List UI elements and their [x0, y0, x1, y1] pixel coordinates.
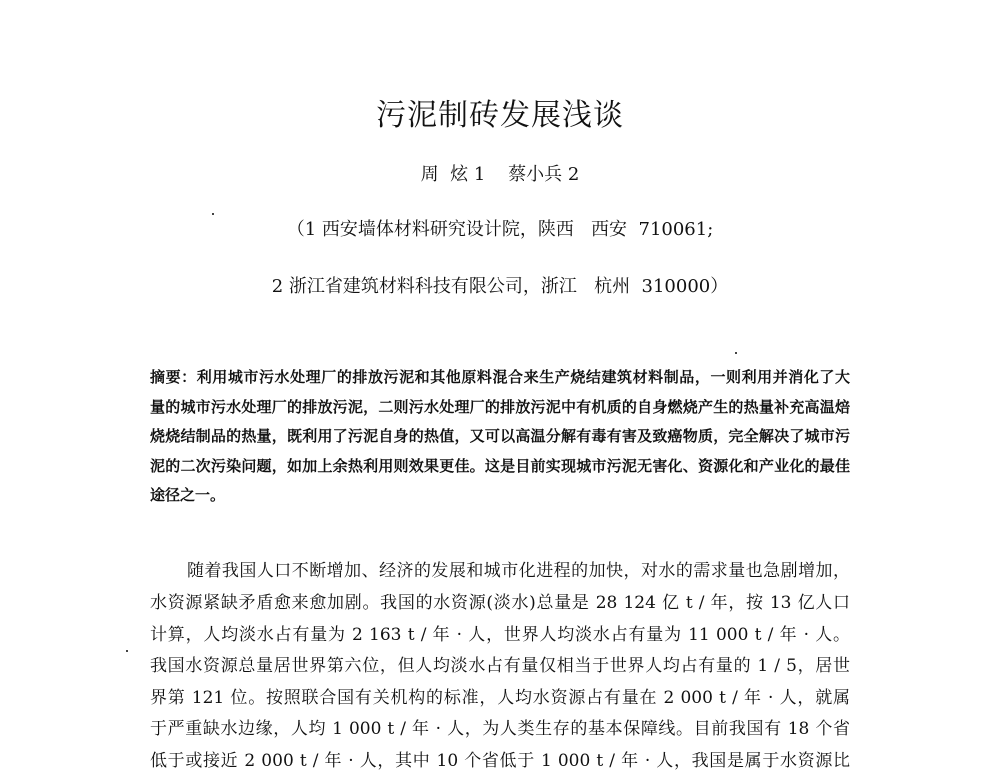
body-line: 计算，人均淡水占有量为 2 163 t / 年 · 人，世界人均淡水占有量为 11 000 t / 年 · 人。 — [150, 625, 850, 645]
affiliation-2: 2 浙江省建筑材料科技有限公司，浙江 杭州 310000） — [271, 276, 729, 297]
affiliation-1: （1 西安墙体材料研究设计院，陕西 西安 710061; — [286, 219, 714, 240]
abstract-line: 摘要：利用城市污水处理厂的排放污泥和其他原料混合来生产烧结建筑材料制品，一则利用并消化了大 — [150, 368, 850, 386]
abstract-line: 泥的二次污染问题，如加上余热利用则效果更佳。这是目前实现城市污泥无害化、资源化和产业化的最佳 — [150, 457, 850, 475]
body-line: 水资源紧缺矛盾愈来愈加剧。我国的水资源(淡水)总量是 28 124 亿 t / 年，按 13 亿人口 — [150, 593, 850, 613]
paper-title: 污泥制砖发展浅谈 — [376, 98, 624, 133]
body-line: 随着我国人口不断增加、经济的发展和城市化进程的加快，对水的需求量也急剧增加， — [187, 561, 850, 581]
body-line: 于严重缺水边缘，人均 1 000 t / 年 · 人，为人类生存的基本保障线。目前我国有 18 个省 — [150, 719, 850, 739]
abstract-line: 量的城市污水处理厂的排放污泥，二则污水处理厂的排放污泥中有机质的自身燃烧产生的热量补充高温焙 — [150, 398, 850, 416]
body-line: 我国水资源总量居世界第六位，但人均淡水占有量仅相当于世界人均占有量的 1 / 5，居世 — [150, 656, 850, 676]
body-line: 低于或接近 2 000 t / 年 · 人，其中 10 个省低于 1 000 t / 年 · 人，我国是属于水资源比 — [150, 751, 850, 771]
abstract-line: 途径之一。 — [150, 486, 226, 504]
scan-speck — [126, 650, 128, 652]
authors: 周 炫 1 蔡小兵 2 — [420, 164, 580, 185]
body-line: 界第 121 位。按照联合国有关机构的标准，人均水资源占有量在 2 000 t / 年 · 人，就属 — [150, 688, 850, 708]
scan-speck — [735, 352, 737, 354]
abstract-line: 烧烧结制品的热量，既利用了污泥自身的热值，又可以高温分解有毒有害及致癌物质，完全解决了城市污 — [150, 427, 850, 445]
scan-speck — [212, 213, 214, 215]
